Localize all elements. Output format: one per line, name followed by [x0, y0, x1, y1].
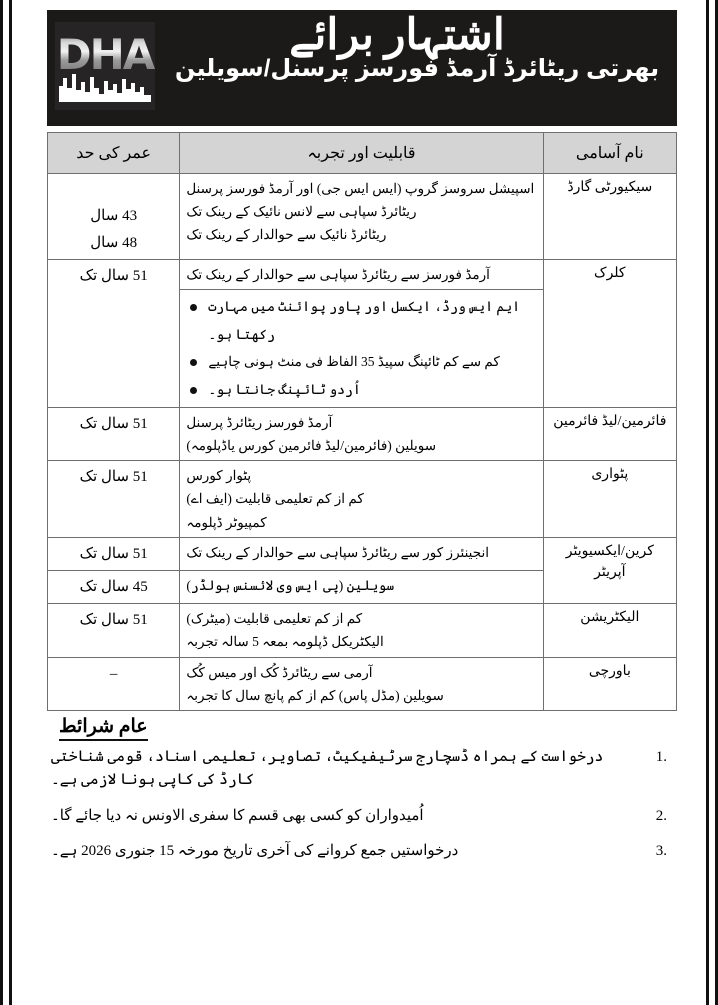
age-line: 51 سال تک [79, 415, 148, 432]
qualification-line: کمپیوٹر ڈپلومہ [186, 514, 267, 530]
qualification-line: سویلین (پی ایس وی لائسنس ہولڈر) [186, 578, 395, 593]
page-title: اشتہار برائے [289, 12, 505, 59]
header-post-name: نام آسامی [543, 133, 676, 174]
age-line: 51 سال تک [79, 469, 148, 486]
qualification-line: الیکٹریکل ڈپلومہ بمعہ 5 سالہ تجربہ [186, 634, 384, 650]
age-limit-cell [48, 174, 180, 260]
general-conditions-section [47, 715, 677, 863]
table-row [48, 657, 677, 710]
qualification-cell [180, 461, 543, 538]
table-row [48, 461, 677, 538]
age-limit-cell [48, 537, 180, 570]
qualification-cell [180, 571, 543, 604]
page-subtitle: بھرتی ریٹائرڈ آرمڈ فورسز پرسنل/سویلین [174, 55, 660, 83]
qualification-cell [180, 657, 543, 710]
qualification-line: سویلین (مڈل پاس) کم از کم پانچ سال کا تجربہ [186, 687, 444, 703]
header-age-limit: عمر کی حد [48, 133, 180, 174]
age-line: 43 سال [90, 208, 138, 225]
age-limit-cell [48, 407, 180, 460]
list-item: ایم ایس ورڈ، ایکسل اور پاور پوائنٹ میں مہارت رکھتا ہو۔ [186, 293, 536, 348]
masthead-banner [47, 10, 677, 126]
dha-logo [55, 22, 155, 110]
list-item: کم سے کم ٹائپنگ سپیڈ 35 الفاظ فی منٹ ہونی چاہیے [186, 348, 536, 376]
post-name-cell: باورچی [543, 657, 676, 710]
qualification-line: کم از کم تعلیمی قابلیت (میٹرک) [186, 611, 363, 627]
qualification-line: آرمی سے ریٹائرڈ کُک اور میس کُک [186, 664, 373, 680]
qualification-line: اسپیشل سروسز گروپ (ایس ایس جی) اور آرمڈ فورسز پرسنل [186, 181, 535, 196]
post-name-cell: پٹواری [543, 461, 676, 538]
general-conditions-heading [51, 715, 673, 738]
age-line: 45 سال تک [79, 579, 148, 595]
post-name-cell: الیکٹریشن [543, 604, 676, 657]
age-line: – [109, 665, 118, 682]
age-limit-cell [48, 571, 180, 604]
age-limit-cell [48, 461, 180, 538]
post-name-cell: کرین/ایکسیویٹر آپریٹر [543, 537, 676, 604]
general-conditions-title: عام شرائط [59, 716, 148, 741]
age-limit-cell [48, 604, 180, 657]
jobs-table-body [48, 174, 677, 711]
masthead-text-block [165, 12, 669, 83]
city-skyline-icon [59, 68, 151, 102]
table-row [48, 604, 677, 657]
jobs-table [47, 132, 677, 711]
qualification-line: کم از کم تعلیمی قابلیت (ایف اے) [186, 491, 364, 507]
qualification-line: آرمڈ فورسز سے ریٹائرڈ سپاہی سے حوالدار کے رینک تک [186, 266, 490, 282]
list-item: اُمیدواران کو کسی بھی قسم کا سفری الاونس نہ دیا جائے گا۔ [51, 807, 424, 824]
age-line: 48 سال [90, 234, 138, 251]
age-line: 51 سال تک [79, 612, 148, 629]
qualification-cell [180, 407, 543, 460]
qualification-line: سویلین (فائرمین/لیڈ فائرمین کورس یاڈپلومہ) [186, 437, 437, 453]
conditions-list [51, 746, 673, 863]
table-row [48, 407, 677, 460]
header-qualification: قابلیت اور تجربہ [180, 133, 543, 174]
table-row [48, 259, 677, 289]
qualification-line: ریٹائرڈ سپاہی سے لانس نائیک کے رینک تک [186, 204, 417, 220]
table-header-row [48, 133, 677, 174]
qualification-cell [180, 174, 543, 260]
requirements-list [186, 293, 536, 404]
qualification-cell [180, 537, 543, 570]
qualification-cell [180, 259, 543, 289]
table-row [48, 537, 677, 570]
list-item: اُردو ٹائپنگ جانتا ہو۔ [186, 376, 536, 404]
age-limit-cell [48, 657, 180, 710]
post-name-cell: کلرک [543, 259, 676, 407]
list-item: درخواست کے ہمراہ ڈسچارج سرٹیفیکیٹ، تصاویر، تعلیمی اسناد، قومی شناختی کارڈ کی کاپی ہونا لازمی ہے۔ [51, 749, 604, 789]
qualification-line: پٹوار کورس [186, 468, 252, 484]
advertisement-page [37, 0, 687, 1005]
qualification-line: ریٹائرڈ نائیک سے حوالدار کے رینک تک [186, 227, 387, 243]
age-limit-cell [48, 259, 180, 407]
table-row [48, 174, 677, 260]
qualification-line: آرمڈ فورسز ریٹائرڈ پرسنل [186, 414, 333, 430]
dha-logo-text: DHA [56, 29, 154, 79]
post-name-cell: سیکیورٹی گارڈ [543, 174, 676, 260]
age-line: 51 سال تک [79, 545, 148, 562]
list-item: درخواستیں جمع کروانے کی آخری تاریخ مورخہ 15 جنوری 2026 ہے۔ [51, 842, 459, 859]
age-line: 51 سال تک [79, 267, 148, 284]
qualification-bullets-cell [180, 289, 543, 407]
qualification-line: انجینئرز کور سے ریٹائرڈ سپاہی سے حوالدار کے رینک تک [186, 544, 489, 560]
post-name-cell: فائرمین/لیڈ فائرمین [543, 407, 676, 460]
qualification-cell [180, 604, 543, 657]
